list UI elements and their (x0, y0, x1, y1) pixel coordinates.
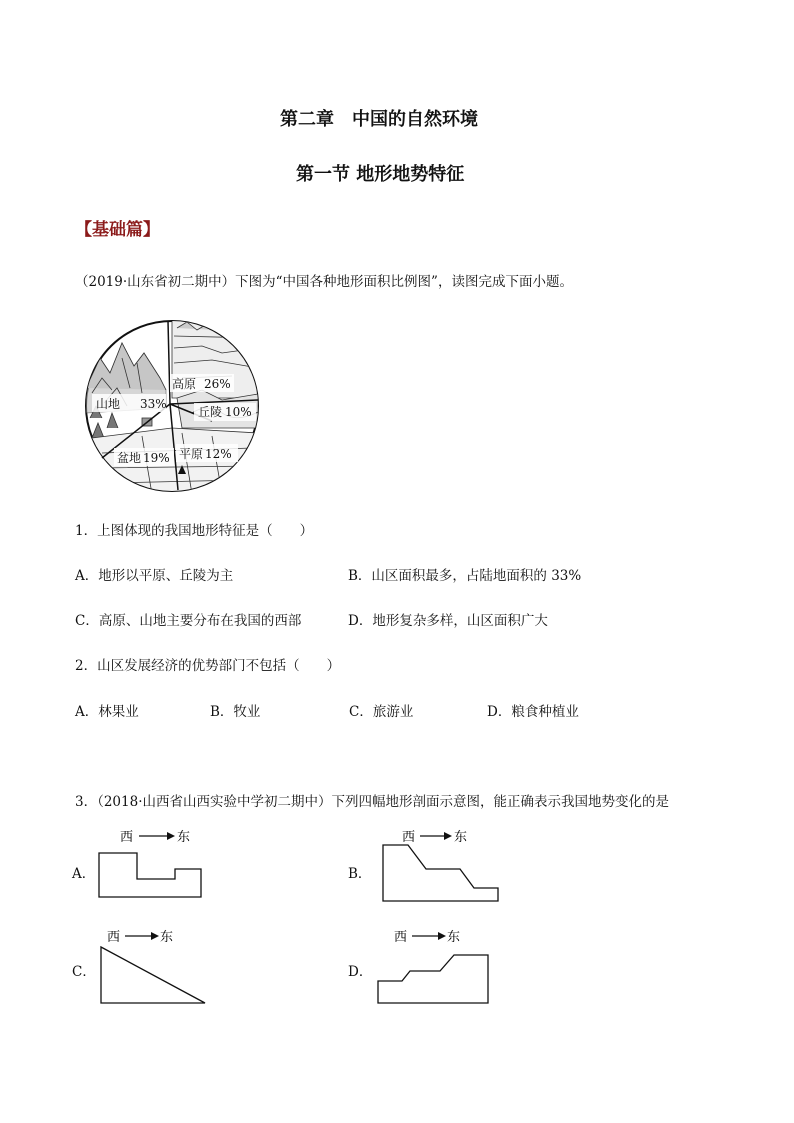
question-1-option-d: D．地形复杂多样，山区面积广大 (348, 613, 548, 629)
profile-c-west-label: 西 (107, 930, 121, 945)
category-heading: 【基础篇】 (75, 220, 160, 240)
chapter-title: 第二章 中国的自然环境 (280, 109, 478, 130)
question-1-option-c: C．高原、山地主要分布在我国的西部 (75, 613, 302, 629)
profile-d-east-label: 东 (447, 930, 461, 945)
profile-d-west-label: 西 (394, 930, 408, 945)
profile-c-east-label: 东 (160, 930, 174, 945)
profile-b-letter: B． (348, 866, 372, 882)
question-1-stem: 1．上图体现的我国地形特征是（ ） (75, 523, 314, 539)
intro-text: （2019·山东省初二期中）下图为“中国各种地形面积比例图”，读图完成下面小题。 (75, 274, 573, 290)
question-3-stem: 3．（2018·山西省山西实验中学初二期中）下列四幅地形剖面示意图，能正确表示我国地势变化的是 (75, 794, 669, 810)
pie-label-mountain: 山地 (96, 397, 121, 411)
question-2-option-b: B．牧业 (210, 704, 261, 720)
profile-a-west-label: 西 (120, 830, 134, 845)
question-2-option-a: A．林果业 (75, 704, 139, 720)
pie-percent-plain: 12% (205, 447, 232, 461)
profile-d-diagram (374, 925, 494, 1007)
profile-a-letter: A． (72, 866, 96, 882)
question-1-option-b: B．山区面积最多，占陆地面积的 33% (348, 568, 582, 584)
question-1-option-a: A．地形以平原、丘陵为主 (75, 568, 234, 584)
pie-label-plain: 平原 (179, 447, 204, 461)
pie-percent-plateau: 26% (204, 377, 231, 391)
profile-b-diagram (378, 825, 503, 905)
pie-label-plateau: 高原 (172, 377, 197, 391)
profile-c-shape (101, 947, 205, 1003)
profile-c-diagram (97, 925, 212, 1007)
question-2-option-c: C．旅游业 (349, 704, 414, 720)
profile-c-letter: C． (72, 964, 96, 980)
pie-percent-basin: 19% (143, 451, 170, 465)
profile-b-east-label: 东 (454, 830, 468, 845)
profile-d-shape (378, 955, 488, 1003)
question-2-stem: 2．山区发展经济的优势部门不包括（ ） (75, 658, 341, 674)
profile-a-shape (99, 853, 201, 897)
pie-percent-mountain: 33% (140, 397, 167, 411)
question-2-option-d: D．粮食种植业 (487, 704, 579, 720)
profile-b-west-label: 西 (402, 830, 416, 845)
pie-label-basin: 盆地 (117, 451, 142, 465)
profile-a-diagram (95, 825, 210, 900)
pie-percent-hill: 10% (225, 405, 252, 419)
section-title: 第一节 地形地势特征 (296, 164, 465, 185)
pie-label-hill: 丘陵 (198, 405, 223, 419)
terrain-area-pie-chart (82, 318, 262, 494)
profile-d-letter: D． (348, 964, 373, 980)
profile-b-shape (383, 845, 498, 901)
profile-a-east-label: 东 (177, 830, 191, 845)
